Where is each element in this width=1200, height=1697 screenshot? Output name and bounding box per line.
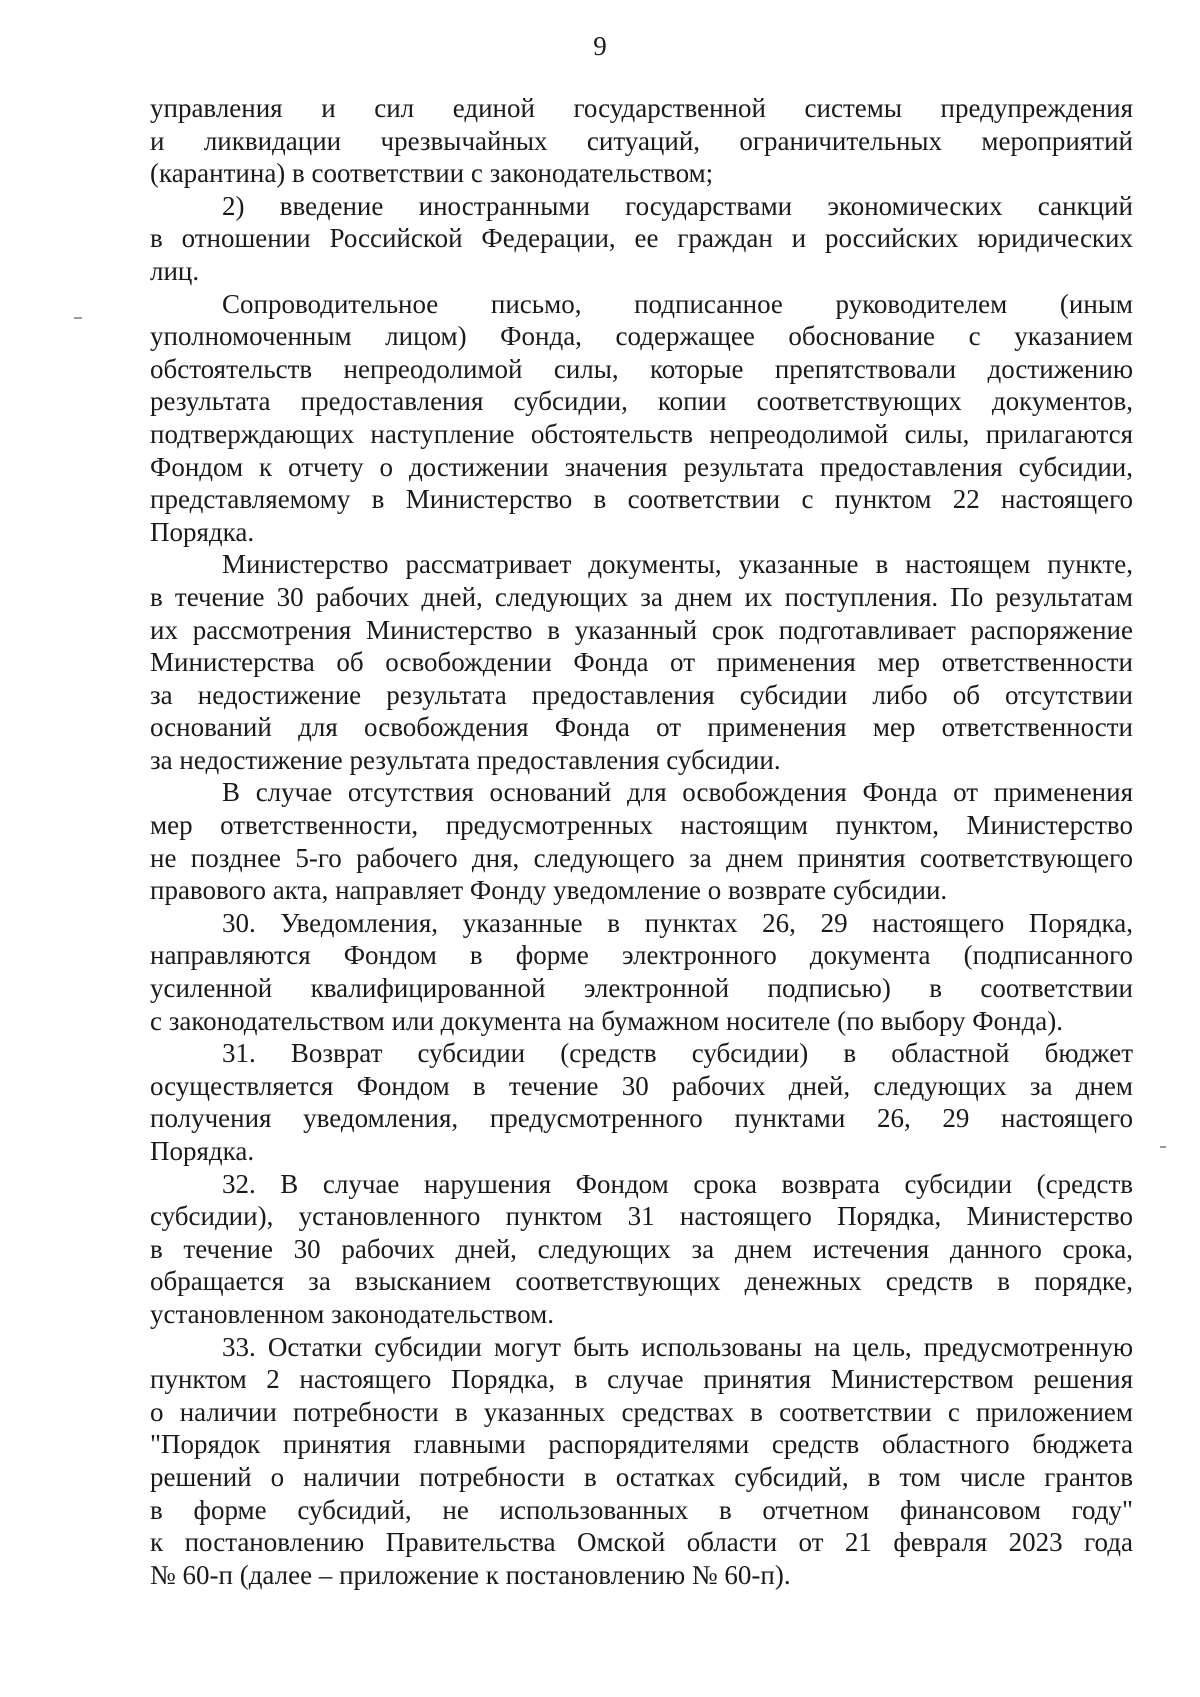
text-line: в форме субсидий, не использованных в отчетном финансовом году" <box>150 1494 1133 1525</box>
text-line: в отношении Российской Федерации, ее граждан и российских юридических <box>150 223 1133 254</box>
text-line: в течение 30 рабочих дней, следующих за днем их поступления. По результатам <box>150 581 1133 612</box>
text-line: уполномоченным лицом) Фонда, содержащее обоснование с указанием <box>150 321 1133 352</box>
text-line: за недостижение результата предоставления субсидии. <box>150 744 781 775</box>
text-line: Порядка. <box>150 1136 255 1166</box>
text-line: пунктом 2 настоящего Порядка, в случае принятия Министерством решения <box>150 1364 1133 1395</box>
text-line: мер ответственности, предусмотренных настоящим пунктом, Министерство <box>150 810 1133 841</box>
scan-artifact-left <box>74 317 82 319</box>
scan-artifact-right <box>1160 1146 1166 1148</box>
text-line: осуществляется Фондом в течение 30 рабочих дней, следующих за днем <box>150 1070 1133 1101</box>
text-line: (карантина) в соответствии с законодательством; <box>150 158 714 189</box>
text-line: представляемому в Министерство в соответствии с пунктом 22 настоящего <box>150 484 1133 515</box>
paragraph-ministry-review <box>150 548 1133 776</box>
text-line: результата предоставления субсидии, копии соответствующих документов, <box>150 386 1133 417</box>
paragraph-continuation <box>150 92 1133 190</box>
text-line: 31. Возврат субсидии (средств субсидии) в областной бюджет <box>222 1038 1133 1069</box>
paragraph-no-grounds <box>150 776 1133 906</box>
text-line: Министерства об освобождении Фонда от применения мер ответственности <box>150 647 1133 678</box>
text-line: оснований для освобождения Фонда от применения мер ответственности <box>150 712 1133 743</box>
text-line: 30. Уведомления, указанные в пунктах 26, 29 настоящего Порядка, <box>222 907 1133 938</box>
text-line: лиц. <box>150 255 200 286</box>
text-line: обращается за взысканием соответствующих денежных средств в порядке, <box>150 1266 1133 1297</box>
text-line: управления и сил единой государственной системы предупреждения <box>150 93 1133 123</box>
text-line: о наличии потребности в указанных средствах в соответствии с приложением <box>150 1396 1133 1427</box>
text-line: 33. Остатки субсидии могут быть использованы на цель, предусмотренную <box>222 1331 1133 1362</box>
text-line: за недостижение результата предоставления субсидии либо об отсутствии <box>150 679 1133 710</box>
text-line: Порядка. <box>150 516 255 547</box>
text-line: Сопроводительное письмо, подписанное руководителем (иным <box>222 288 1133 319</box>
text-line: с законодательством или документа на бумажном носителе (по выбору Фонда). <box>150 1005 1064 1036</box>
text-line: не позднее 5-го рабочего дня, следующего за днем принятия соответствующего <box>150 842 1133 873</box>
text-line: получения уведомления, предусмотренного пунктами 26, 29 настоящего <box>150 1103 1133 1134</box>
text-line: № 60-п (далее – приложение к постановлению № 60-п). <box>150 1559 791 1590</box>
text-line: 2) введение иностранными государствами экономических санкций <box>222 190 1133 221</box>
text-line: усиленной квалифицированной электронной подписью) в соответствии <box>150 973 1133 1004</box>
text-line: решений о наличии потребности в остатках субсидий, в том числе грантов <box>150 1461 1133 1492</box>
text-line: к постановлению Правительства Омской области от 21 февраля 2023 года <box>150 1527 1133 1558</box>
page-number: 9 <box>593 31 607 61</box>
text-line: и ликвидации чрезвычайных ситуаций, ограничительных мероприятий <box>150 125 1133 156</box>
paragraph-item-2 <box>150 190 1133 288</box>
text-line: установленном законодательством. <box>150 1298 554 1329</box>
text-line: В случае отсутствия оснований для освобождения Фонда от применения <box>222 777 1133 808</box>
document-body <box>150 92 1133 1591</box>
text-line: в течение 30 рабочих дней, следующих за днем истечения данного срока, <box>150 1233 1133 1264</box>
paragraph-item-30 <box>150 907 1133 1037</box>
text-line: обстоятельств непреодолимой силы, которые препятствовали достижению <box>150 353 1133 384</box>
text-line: подтверждающих наступление обстоятельств непреодолимой силы, прилагаются <box>150 418 1133 449</box>
text-line: их рассмотрения Министерство в указанный срок подготавливает распоряжение <box>150 614 1133 645</box>
paragraph-cover-letter <box>150 288 1133 549</box>
text-line: правового акта, направляет Фонду уведомление о возврате субсидии. <box>150 875 948 906</box>
text-line: Фондом к отчету о достижении значения результата предоставления субсидии, <box>150 451 1133 482</box>
text-line: субсидии), установленного пунктом 31 настоящего Порядка, Министерство <box>150 1201 1133 1232</box>
text-line: Министерство рассматривает документы, указанные в настоящем пункте, <box>222 549 1133 580</box>
paragraph-item-33 <box>150 1331 1133 1592</box>
paragraph-item-32 <box>150 1168 1133 1331</box>
text-line: 32. В случае нарушения Фондом срока возврата субсидии (средств <box>222 1168 1133 1199</box>
text-line: "Порядок принятия главными распорядителями средств областного бюджета <box>150 1429 1133 1460</box>
paragraph-item-31 <box>150 1037 1133 1167</box>
text-line: направляются Фондом в форме электронного документа (подписанного <box>150 940 1133 971</box>
